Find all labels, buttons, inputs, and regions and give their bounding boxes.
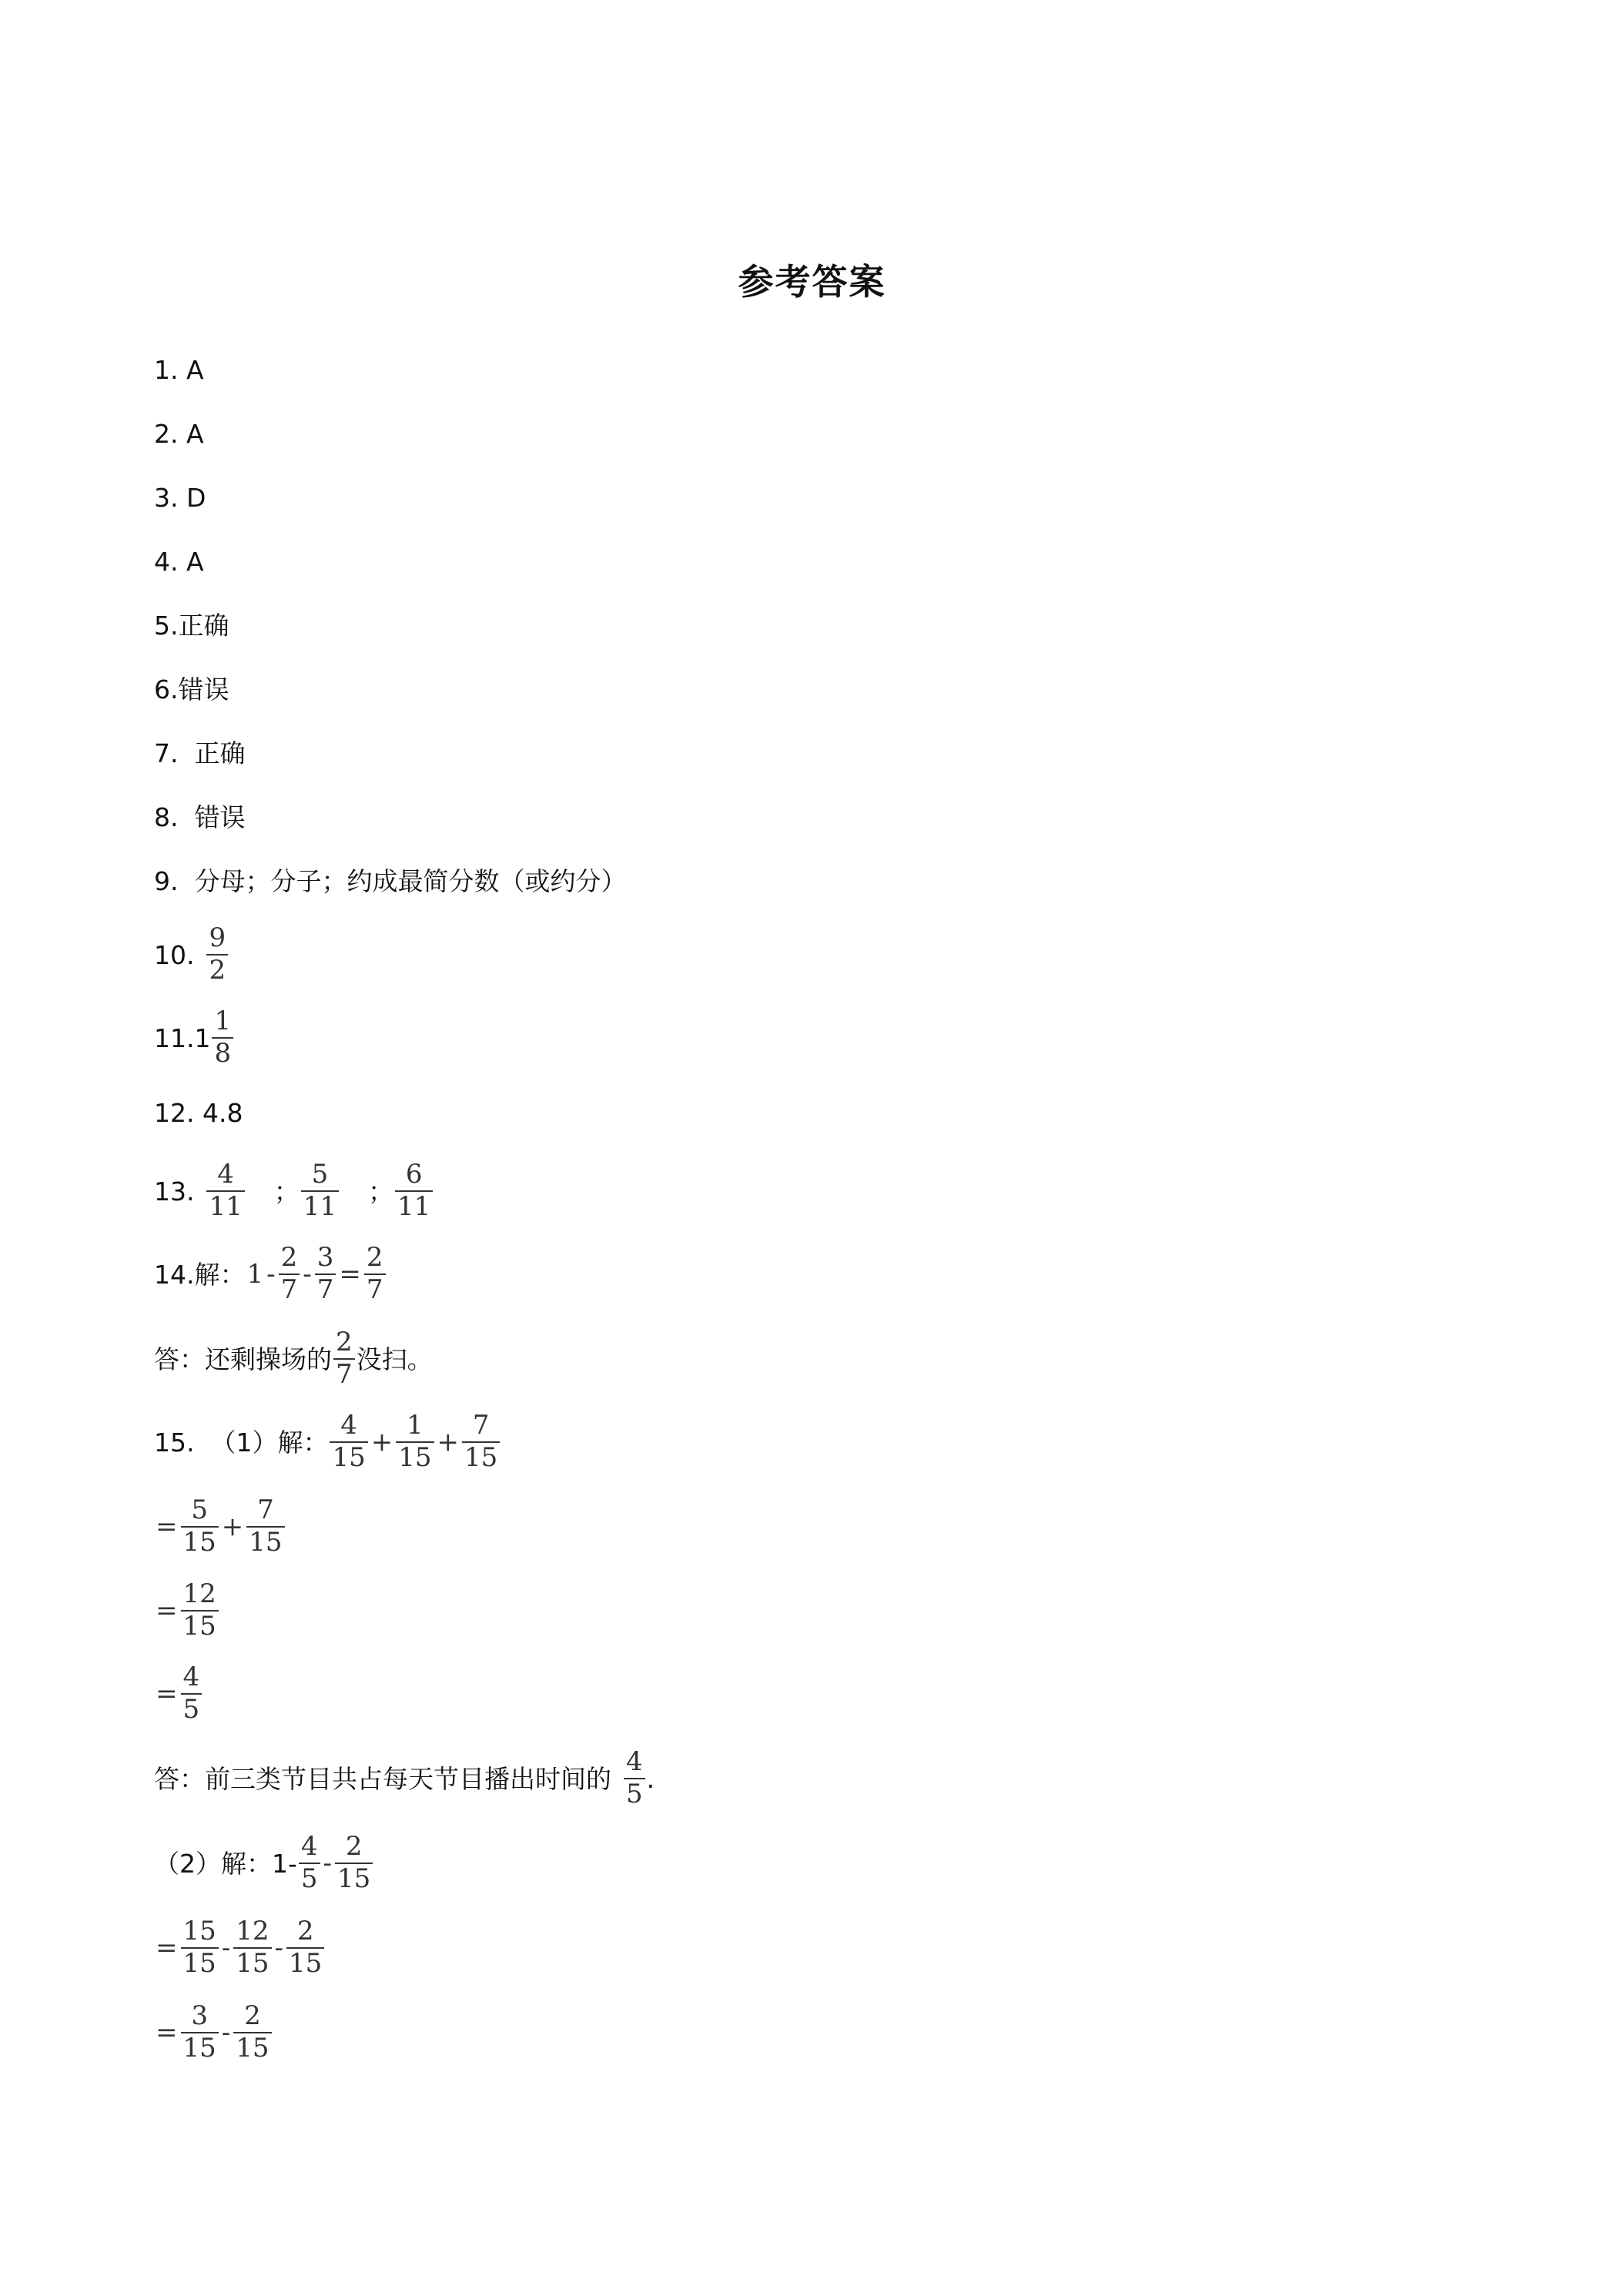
denominator: 7 — [279, 1274, 300, 1304]
answer-15-conclusion — [154, 1746, 655, 1809]
answer-15-part2-step2 — [154, 2000, 273, 2063]
numerator: 3 — [191, 2000, 208, 2032]
equals-sign: = — [156, 2017, 178, 2048]
fraction — [624, 1746, 645, 1809]
denominator: 8 — [212, 1037, 233, 1068]
fraction — [233, 1918, 271, 1977]
fraction — [330, 1412, 367, 1471]
numerator: 9 — [209, 922, 226, 954]
fraction — [279, 1244, 300, 1304]
answer-13 — [154, 1159, 434, 1222]
numerator: 12 — [236, 1916, 270, 1947]
plus-sign: + — [370, 1427, 393, 1458]
answer-label: （2）解：1- — [154, 1848, 297, 1879]
fraction — [181, 1664, 203, 1723]
denominator: 5 — [181, 1693, 203, 1724]
fraction — [395, 1161, 433, 1220]
fraction — [301, 1161, 339, 1220]
answer-text: 3. D — [154, 482, 206, 513]
denominator: 7 — [333, 1358, 355, 1389]
answer-text: . — [646, 1763, 655, 1794]
fraction — [299, 1833, 320, 1893]
numerator: 4 — [217, 1159, 234, 1190]
page-title: 参考答案 — [738, 261, 886, 303]
minus-sign: - — [303, 1259, 312, 1290]
fraction — [333, 1329, 355, 1388]
answer-14-conclusion — [154, 1327, 433, 1390]
answer-text: 7. 正确 — [154, 738, 246, 768]
numerator: 4 — [300, 1831, 318, 1863]
fraction — [181, 1918, 219, 1977]
fraction — [181, 1494, 219, 1558]
answer-12 — [154, 1086, 243, 1140]
minus-sign: - — [323, 1848, 333, 1879]
answer-text: 6.错误 — [154, 674, 229, 705]
numerator: 5 — [191, 1494, 208, 1526]
answer-8 — [154, 790, 245, 844]
denominator: 15 — [246, 1526, 284, 1557]
answer-1 — [154, 343, 204, 397]
denominator: 15 — [181, 1610, 219, 1641]
answer-text: 1. A — [154, 354, 204, 385]
numerator: 1 — [407, 1410, 424, 1441]
plus-sign: + — [437, 1427, 459, 1458]
denominator: 15 — [181, 1526, 219, 1557]
answer-text: 答：还剩操场的 — [154, 1344, 332, 1374]
fraction — [364, 1244, 386, 1304]
equals-sign: = — [156, 1511, 178, 1542]
answer-label: 11.1 — [154, 1022, 211, 1053]
denominator: 5 — [299, 1863, 320, 1893]
plus-sign: + — [221, 1511, 244, 1542]
answer-text: 12. 4.8 — [154, 1097, 243, 1128]
answer-5 — [154, 598, 229, 652]
numerator: 15 — [182, 1916, 216, 1947]
answer-label: 10. — [154, 939, 195, 970]
denominator: 15 — [335, 1863, 373, 1893]
numerator: 2 — [345, 1831, 363, 1863]
fraction — [181, 1578, 219, 1642]
answer-15-part2-step1 — [154, 1916, 326, 1979]
numerator: 2 — [296, 1916, 314, 1947]
numerator: 1 — [214, 1006, 232, 1037]
denominator: 11 — [395, 1190, 433, 1221]
answer-text: 没扫。 — [356, 1344, 433, 1374]
separator: ； — [273, 1176, 300, 1207]
answer-15-step2 — [154, 1578, 220, 1642]
numerator: 3 — [316, 1242, 334, 1274]
answer-9 — [154, 854, 626, 908]
answer-6 — [154, 662, 229, 716]
denominator: 15 — [181, 1947, 219, 1978]
answer-3 — [154, 470, 206, 524]
answer-text: 5.正确 — [154, 610, 229, 641]
minus-sign: - — [221, 1933, 231, 1963]
denominator: 15 — [233, 1947, 271, 1978]
minus-sign: - — [274, 1933, 284, 1963]
fraction — [462, 1412, 500, 1471]
answer-14 — [154, 1242, 387, 1305]
equals-sign: = — [156, 1595, 178, 1626]
numerator: 12 — [182, 1578, 216, 1610]
numerator: 2 — [244, 2000, 261, 2032]
answer-10 — [154, 922, 229, 986]
answer-text: 答：前三类节目共占每天节目播出时间的 — [154, 1763, 611, 1794]
minus-sign: - — [221, 2017, 231, 2048]
denominator: 15 — [330, 1441, 367, 1472]
answer-7 — [154, 726, 245, 780]
answer-15-step3 — [154, 1662, 203, 1725]
answer-15-part1 — [154, 1410, 501, 1473]
equals-sign: = — [156, 1678, 178, 1709]
fraction — [206, 1161, 244, 1220]
denominator: 15 — [396, 1441, 434, 1472]
answer-text: 9. 分母；分子；约成最简分数（或约分） — [154, 865, 627, 896]
denominator: 15 — [233, 2032, 271, 2063]
equals-sign: = — [156, 1933, 178, 1963]
answer-2 — [154, 407, 204, 460]
fraction — [233, 2000, 271, 2063]
numerator: 2 — [336, 1327, 353, 1358]
fraction — [335, 1833, 373, 1893]
answer-text: 8. 错误 — [154, 802, 246, 832]
fraction — [181, 2000, 219, 2063]
number: 1 — [246, 1259, 264, 1290]
answer-label: 15. （1）解： — [154, 1427, 329, 1458]
answer-4 — [154, 534, 204, 588]
answer-text: 2. A — [154, 418, 204, 449]
answer-11 — [154, 1006, 235, 1069]
denominator: 11 — [301, 1190, 339, 1221]
denominator: 15 — [462, 1441, 500, 1472]
denominator: 2 — [206, 954, 228, 985]
fraction — [206, 922, 228, 986]
denominator: 7 — [315, 1274, 337, 1304]
answer-15-part2 — [154, 1831, 374, 1894]
numerator: 5 — [311, 1159, 329, 1190]
denominator: 15 — [181, 2032, 219, 2063]
fraction — [246, 1494, 284, 1558]
numerator: 7 — [257, 1494, 274, 1526]
equals-sign: = — [339, 1259, 361, 1290]
answer-15-step1 — [154, 1494, 286, 1558]
fraction — [315, 1244, 337, 1304]
numerator: 7 — [472, 1410, 490, 1441]
fraction — [212, 1008, 233, 1067]
fraction — [286, 1918, 324, 1977]
fraction — [396, 1412, 434, 1471]
minus-sign: - — [266, 1259, 276, 1290]
separator: ； — [368, 1176, 394, 1207]
denominator: 5 — [624, 1778, 645, 1809]
numerator: 4 — [182, 1662, 200, 1693]
denominator: 7 — [364, 1274, 386, 1304]
answer-label: 13. — [154, 1176, 195, 1207]
numerator: 4 — [340, 1410, 357, 1441]
answer-text: 4. A — [154, 546, 204, 577]
denominator: 15 — [286, 1947, 324, 1978]
numerator: 6 — [405, 1159, 423, 1190]
numerator: 4 — [626, 1746, 643, 1778]
answer-label: 14.解： — [154, 1259, 246, 1290]
numerator: 2 — [366, 1242, 383, 1274]
denominator: 11 — [206, 1190, 244, 1221]
numerator: 2 — [280, 1242, 298, 1274]
